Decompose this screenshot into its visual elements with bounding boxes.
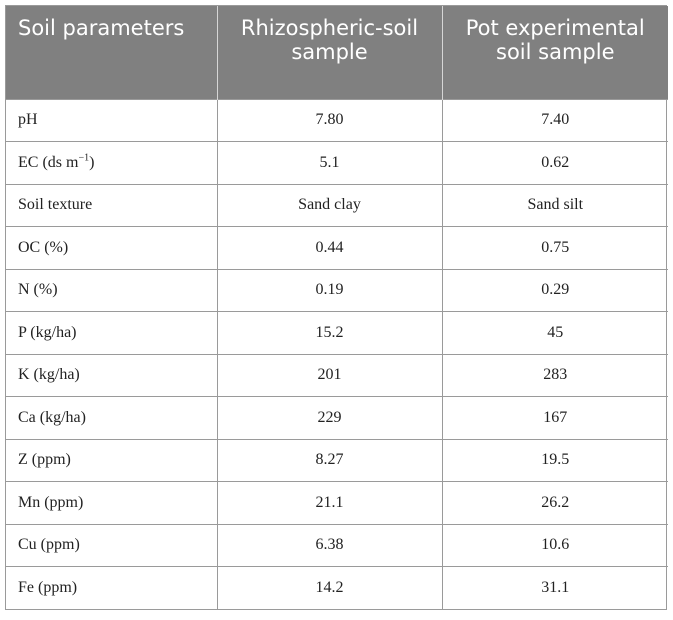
- table-row: [6, 227, 668, 270]
- rhizo-value-cell: 201: [217, 354, 442, 397]
- header-rhizospheric-soil-sample: Rhizospheric-soil sample: [217, 6, 442, 99]
- rhizo-value-cell: 21.1: [217, 482, 442, 525]
- table-row: [6, 184, 668, 227]
- pot-value-cell: Sand silt: [442, 184, 668, 227]
- pot-value-cell: 0.75: [442, 227, 668, 270]
- pot-value-cell: 10.6: [442, 524, 668, 567]
- table-row: [6, 482, 668, 525]
- rhizo-value-cell: 0.19: [217, 269, 442, 312]
- pot-value-cell: 167: [442, 397, 668, 440]
- param-cell: Soil texture: [6, 184, 217, 227]
- header-soil-parameters: Soil parameters: [6, 6, 217, 99]
- param-text: EC (ds m: [18, 153, 79, 171]
- table-row: [6, 142, 668, 185]
- param-cell: Mn (ppm): [6, 482, 217, 525]
- param-superscript: −1: [78, 152, 90, 164]
- header-row: [6, 6, 668, 99]
- table-row: [6, 397, 668, 440]
- param-cell: P (kg/ha): [6, 312, 217, 355]
- table-row: [6, 269, 668, 312]
- pot-value-cell: 7.40: [442, 99, 668, 142]
- rhizo-value-cell: Sand clay: [217, 184, 442, 227]
- param-cell: K (kg/ha): [6, 354, 217, 397]
- param-cell: Fe (ppm): [6, 567, 217, 610]
- table-body: [6, 99, 668, 609]
- rhizo-value-cell: 8.27: [217, 439, 442, 482]
- table-row: [6, 439, 668, 482]
- param-cell: Cu (ppm): [6, 524, 217, 567]
- param-cell: OC (%): [6, 227, 217, 270]
- pot-value-cell: 31.1: [442, 567, 668, 610]
- pot-value-cell: 0.29: [442, 269, 668, 312]
- rhizo-value-cell: 7.80: [217, 99, 442, 142]
- table-row: [6, 567, 668, 610]
- rhizo-value-cell: 15.2: [217, 312, 442, 355]
- pot-value-cell: 45: [442, 312, 668, 355]
- param-cell: N (%): [6, 269, 217, 312]
- pot-value-cell: 19.5: [442, 439, 668, 482]
- pot-value-cell: 283: [442, 354, 668, 397]
- table-row: [6, 99, 668, 142]
- table-row: [6, 524, 668, 567]
- pot-value-cell: 0.62: [442, 142, 668, 185]
- soil-parameters-table: [6, 6, 668, 609]
- rhizo-value-cell: 5.1: [217, 142, 442, 185]
- table-row: [6, 354, 668, 397]
- param-cell: Ca (kg/ha): [6, 397, 217, 440]
- param-cell: Z (ppm): [6, 439, 217, 482]
- param-cell: [6, 142, 217, 185]
- table-row: [6, 312, 668, 355]
- rhizo-value-cell: 229: [217, 397, 442, 440]
- header-pot-experimental-soil-sample: Pot experimental soil sample: [442, 6, 668, 99]
- rhizo-value-cell: 6.38: [217, 524, 442, 567]
- pot-value-cell: 26.2: [442, 482, 668, 525]
- rhizo-value-cell: 14.2: [217, 567, 442, 610]
- param-cell: pH: [6, 99, 217, 142]
- soil-parameters-table-container: [5, 5, 667, 610]
- param-suffix: ): [89, 153, 95, 171]
- rhizo-value-cell: 0.44: [217, 227, 442, 270]
